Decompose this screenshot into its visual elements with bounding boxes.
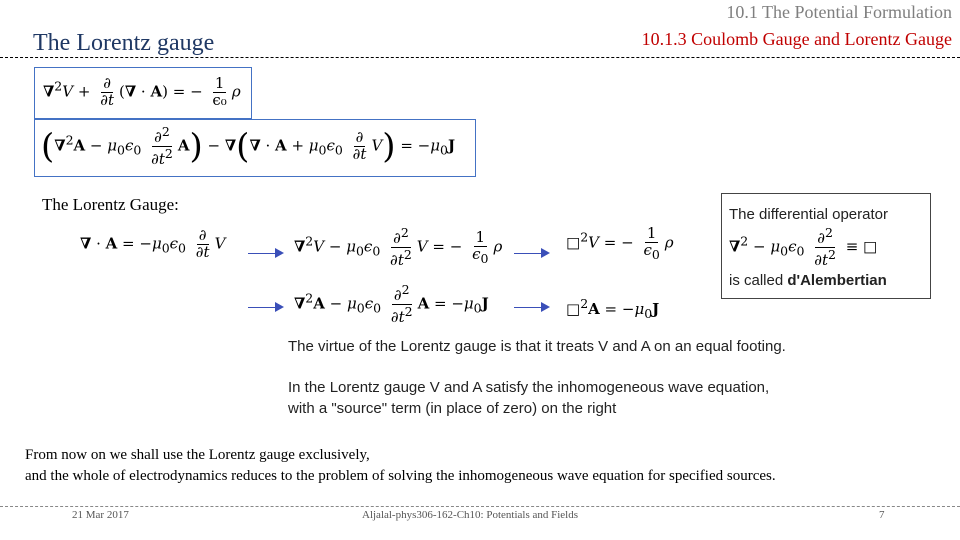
dalembertian-operator: $\nabla^2 - \mu_0\epsilon_0$ $\frac{\partial^2}{\partial t^2}$ ≡ □ <box>729 225 878 269</box>
wave-note-line2: with a "source" term (in place of zero) on the right <box>288 400 617 417</box>
equation-box-2: ($\nabla^2A - \mu_0\epsilon_0$ $\frac{\partial^2}{\partial t^2}$ A) − ∇(∇ · $A + \mu_0\epsilon_0$ $\frac{\partial}{\partial t}$ $V) = -\mu_0J$ <box>34 119 476 177</box>
arrow-4 <box>514 307 548 308</box>
eq1-rhs-num: 1 <box>214 74 225 92</box>
header-rule <box>0 57 960 58</box>
arrow-2 <box>514 253 548 254</box>
virtue-note: The virtue of the Lorentz gauge is that it treats V and A on an equal footing. <box>288 338 786 355</box>
wave-equation-v: $\nabla^2V - \mu_0\epsilon_0$ $\frac{\partial^2}{\partial t^2}$ V = − $\frac{1}{\epsilon_0}$ ρ <box>294 225 503 269</box>
wave-note-line1: In the Lorentz gauge V and A satisfy the inhomogeneous wave equation, <box>288 379 770 396</box>
eq1-rho: ρ <box>231 82 241 101</box>
dalembertian-line1: The differential operator <box>729 206 888 223</box>
equation-box-1: ∇$^2$V + $\frac{\partial}{\partial t}$ (∇ · A) = − $\frac{1}{\text{ϵ₀}}$ ρ <box>34 67 252 119</box>
slide-title: The Lorentz gauge <box>33 30 215 56</box>
dalembertian-box <box>721 193 931 299</box>
dalembert-equation-v: □$^2$V = − $\frac{1}{\epsilon_0}$ ρ <box>566 224 674 262</box>
dalembertian-term: d'Alembertian <box>787 272 887 289</box>
section-heading: 10.1 The Potential Formulation <box>726 2 952 22</box>
footer-course: Aljalal-phys306-162-Ch10: Potentials and Fields <box>362 509 579 521</box>
dalembertian-line3: is called d'Alembertian <box>729 272 887 289</box>
eq1-rhs-den: ϵ₀ <box>212 90 227 109</box>
subsection-heading: 10.1.3 Coulomb Gauge and Lorentz Gauge <box>641 29 952 49</box>
dalembert-equation-a: □$^2$A = $-\mu_0J$ <box>566 296 660 321</box>
wave-equation-a: $\nabla^2A - \mu_0\epsilon_0$ $\frac{\partial^2}{\partial t^2}$ $A = -\mu_0J$ <box>294 282 489 326</box>
arrow-1 <box>248 253 282 254</box>
conclusion-line2: and the whole of electrodynamics reduces to the problem of solving the inhomogeneous wave equation for specified sources. <box>25 468 776 484</box>
footer-rule <box>0 506 960 507</box>
conclusion-line1: From now on we shall use the Lorentz gauge exclusively, <box>25 447 370 463</box>
lorentz-gauge-label: The Lorentz Gauge: <box>42 195 179 214</box>
arrow-3 <box>248 307 282 308</box>
footer-date: 21 Mar 2017 <box>72 509 129 521</box>
footer-page-number: 7 <box>879 509 885 521</box>
gauge-condition: ∇ · $A = -\mu_0\epsilon_0$ $\frac{\partial}{\partial t}$ V <box>80 226 226 261</box>
